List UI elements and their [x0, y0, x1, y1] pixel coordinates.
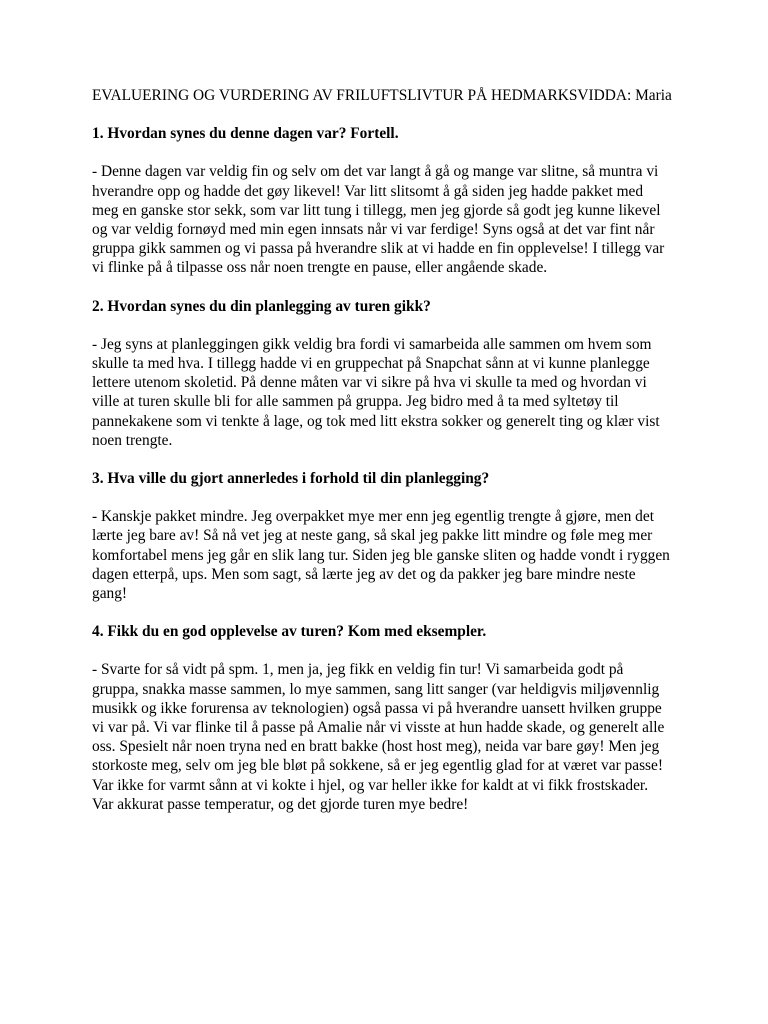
question-2: 2. Hvordan synes du din planlegging av turen gikk?: [92, 297, 431, 315]
document-page: [92, 86, 672, 833]
question-4: 4. Fikk du en god opplevelse av turen? Kom med eksempler.: [92, 623, 487, 641]
question-1: 1. Hvordan synes du denne dagen var? Fortell.: [92, 125, 399, 143]
answer-3: - Kanskje pakket mindre. Jeg overpakket mye mer enn jeg egentlig trengte å gjøre, men det lærte jeg bare av! Så nå vet jeg at neste gang, så skal jeg pakke litt mindre og føle meg mer komfortabel mens jeg går en slik lang tur. Siden jeg ble ganske sliten og hadde vondt i ryggen dagen etterpå, ups. Men som sagt, så lærte jeg av det og da pakker jeg bare mindre neste gang!: [92, 508, 670, 603]
answer-2: - Jeg syns at planleggingen gikk veldig bra fordi vi samarbeida alle sammen om hvem som skulle ta med hva. I tillegg hadde vi en gruppechat på Snapchat sånn at vi kunne planlegge lettere utenom skoletid. På denne måten var vi sikre på hva vi skulle ta med og hvordan vi ville at turen skulle bli for alle sammen på gruppa. Jeg bidro med å ta med syltetøy til pannekakene som vi tenkte å lage, og tok med litt ekstra sokker og generelt ting og klær vist noen trengte.: [92, 335, 660, 449]
answer-1: - Denne dagen var veldig fin og selv om det var langt å gå og mange var slitne, så muntra vi hverandre opp og hadde det gøy likevel! Var litt slitsomt å gå siden jeg hadde pakket med meg en ganske stor sekk, som var litt tung i tillegg, men jeg gjorde så godt jeg kunne likevel og var veldig fornøyd med min egen innsats når vi var ferdige! Syns også at det var fint når gruppa gikk sammen og vi passa på hverandre slik at vi hadde en fin opplevelse! I tillegg var vi flinke på å tilpasse oss når noen trengte en pause, eller angående skade.: [92, 163, 665, 277]
answer-4: - Svarte for så vidt på spm. 1, men ja, jeg fikk en veldig fin tur! Vi samarbeida godt på gruppa, snakka masse sammen, lo mye sammen, sang litt sanger (var heldigvis miljøvennlig musikk og ikke forurensa av teknologien) også passa vi på hverandre uansett hvilken gruppe vi var på. Vi var flinke til å passe på Amalie når vi visste at hun hadde skade, og generelt alle oss. Spesielt når noen tryna ned en bratt bakke (host host meg), neida var bare gøy! Men jeg storkoste meg, selv om jeg ble bløt på sokkene, så er jeg egentlig glad for at været var passe! Var ikke for varmt sånn at vi kokte i hjel, og var heller ikke for kaldt at vi fikk frostskader. Var akkurat passe temperatur, og det gjorde turen mye bedre!: [92, 661, 665, 813]
question-3: 3. Hva ville du gjort annerledes i forhold til din planlegging?: [92, 470, 490, 488]
document-title: EVALUERING OG VURDERING AV FRILUFTSLIVTUR PÅ HEDMARKSVIDDA: Maria: [92, 87, 672, 104]
